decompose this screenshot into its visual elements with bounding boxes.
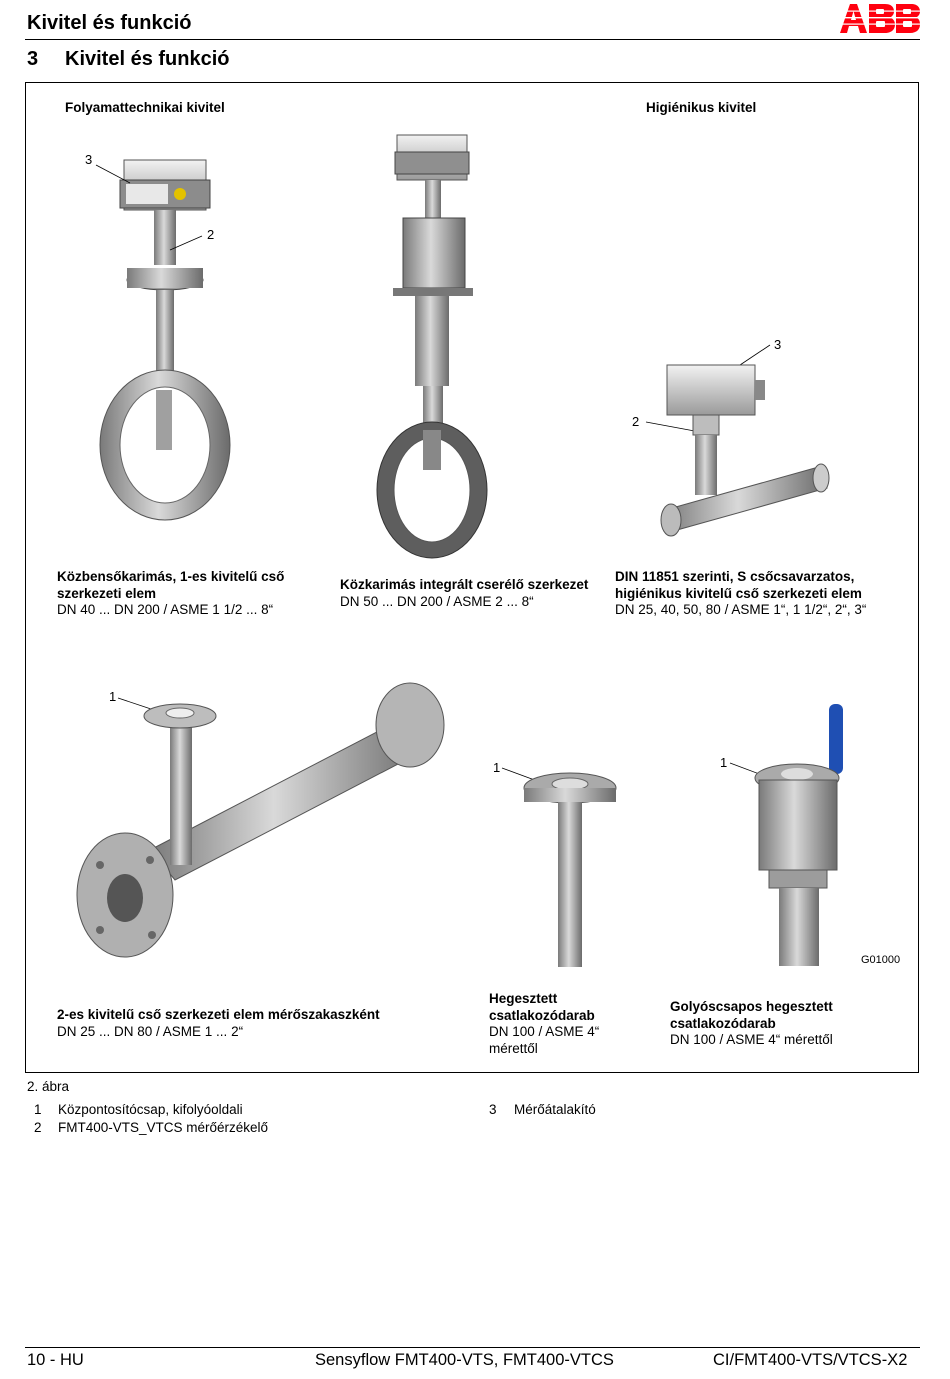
caption-insertion-title: Közkarimás integrált cserélő szerkezet bbox=[340, 577, 589, 592]
legend-text-1: Központosítócsap, kifolyóoldali bbox=[58, 1102, 243, 1117]
column-heading-hygienic: Higiénikus kivitel bbox=[646, 100, 757, 115]
column-heading-process: Folyamattechnikai kivitel bbox=[65, 100, 225, 115]
caption-ballvalve-sub: DN 100 / ASME 4“ mérettől bbox=[670, 1032, 833, 1047]
tpipe-image bbox=[70, 680, 460, 970]
caption-tpipe-sub: DN 25 ... DN 80 / ASME 1 ... 2“ bbox=[57, 1023, 244, 1039]
caption-weld-title: Hegesztett csatlakozódarab bbox=[489, 991, 595, 1023]
legend-num-3: 3 bbox=[489, 1102, 497, 1117]
footer-rule bbox=[25, 1347, 920, 1348]
caption-insertion bbox=[340, 577, 610, 610]
caption-hygienic-sub: DN 25, 40, 50, 80 / ASME 1“, 1 1/2“, 2“, 3“ bbox=[615, 602, 867, 617]
caption-ballvalve bbox=[670, 999, 870, 1049]
hygienic-pipe-image bbox=[645, 350, 845, 550]
callout-3-a: 3 bbox=[85, 152, 93, 167]
caption-ballvalve-title: Golyóscsapos hegesztett csatlakozódarab bbox=[670, 999, 833, 1031]
caption-hygienic-title: DIN 11851 szerinti, S csőcsavarzatos, higiénikus kivitelű cső szerkezeti elem bbox=[615, 569, 862, 601]
legend-num-1: 1 bbox=[34, 1102, 42, 1117]
callout-1-a: 1 bbox=[109, 689, 117, 704]
running-header-title: Kivitel és funkció bbox=[27, 12, 192, 34]
caption-wafer bbox=[57, 569, 322, 619]
caption-tpipe bbox=[57, 1007, 457, 1040]
section-title: Kivitel és funkció bbox=[65, 48, 230, 70]
caption-wafer-title: Közbensőkarimás, 1-es kivitelű cső szerkezeti elem bbox=[57, 569, 285, 601]
caption-weld-sub: DN 100 / ASME 4“ mérettől bbox=[489, 1024, 600, 1056]
figure-code: G01000 bbox=[861, 954, 901, 966]
caption-weld bbox=[489, 991, 629, 1057]
legend-text-3: Mérőátalakító bbox=[514, 1102, 596, 1117]
callout-2-b: 2 bbox=[632, 414, 640, 429]
caption-wafer-sub: DN 40 ... DN 200 / ASME 1 1/2 ... 8“ bbox=[57, 602, 274, 617]
callout-1-b: 1 bbox=[493, 760, 501, 775]
footer-docid: CI/FMT400-VTS/VTCS-X2 bbox=[713, 1351, 908, 1369]
ball-valve-image bbox=[745, 700, 855, 970]
caption-insertion-sub: DN 50 ... DN 200 / ASME 2 ... 8“ bbox=[340, 593, 534, 609]
caption-tpipe-title: 2-es kivitelű cső szerkezeti elem mérőszakaszként bbox=[57, 1007, 380, 1022]
footer-product: Sensyflow FMT400-VTS, FMT400-VTCS bbox=[315, 1351, 614, 1369]
legend-text-2: FMT400-VTS_VTCS mérőérzékelő bbox=[58, 1120, 269, 1135]
callout-2-a: 2 bbox=[207, 227, 215, 242]
callout-3-b: 3 bbox=[774, 337, 782, 352]
legend-num-2: 2 bbox=[34, 1120, 42, 1135]
weld-connector-image bbox=[520, 770, 620, 970]
footer-page: 10 - HU bbox=[27, 1351, 84, 1369]
caption-hygienic bbox=[615, 569, 905, 619]
insertion-sensor-image bbox=[375, 130, 505, 560]
figure-label: 2. ábra bbox=[27, 1079, 70, 1094]
section-number: 3 bbox=[27, 48, 39, 70]
callout-1-c: 1 bbox=[720, 755, 728, 770]
